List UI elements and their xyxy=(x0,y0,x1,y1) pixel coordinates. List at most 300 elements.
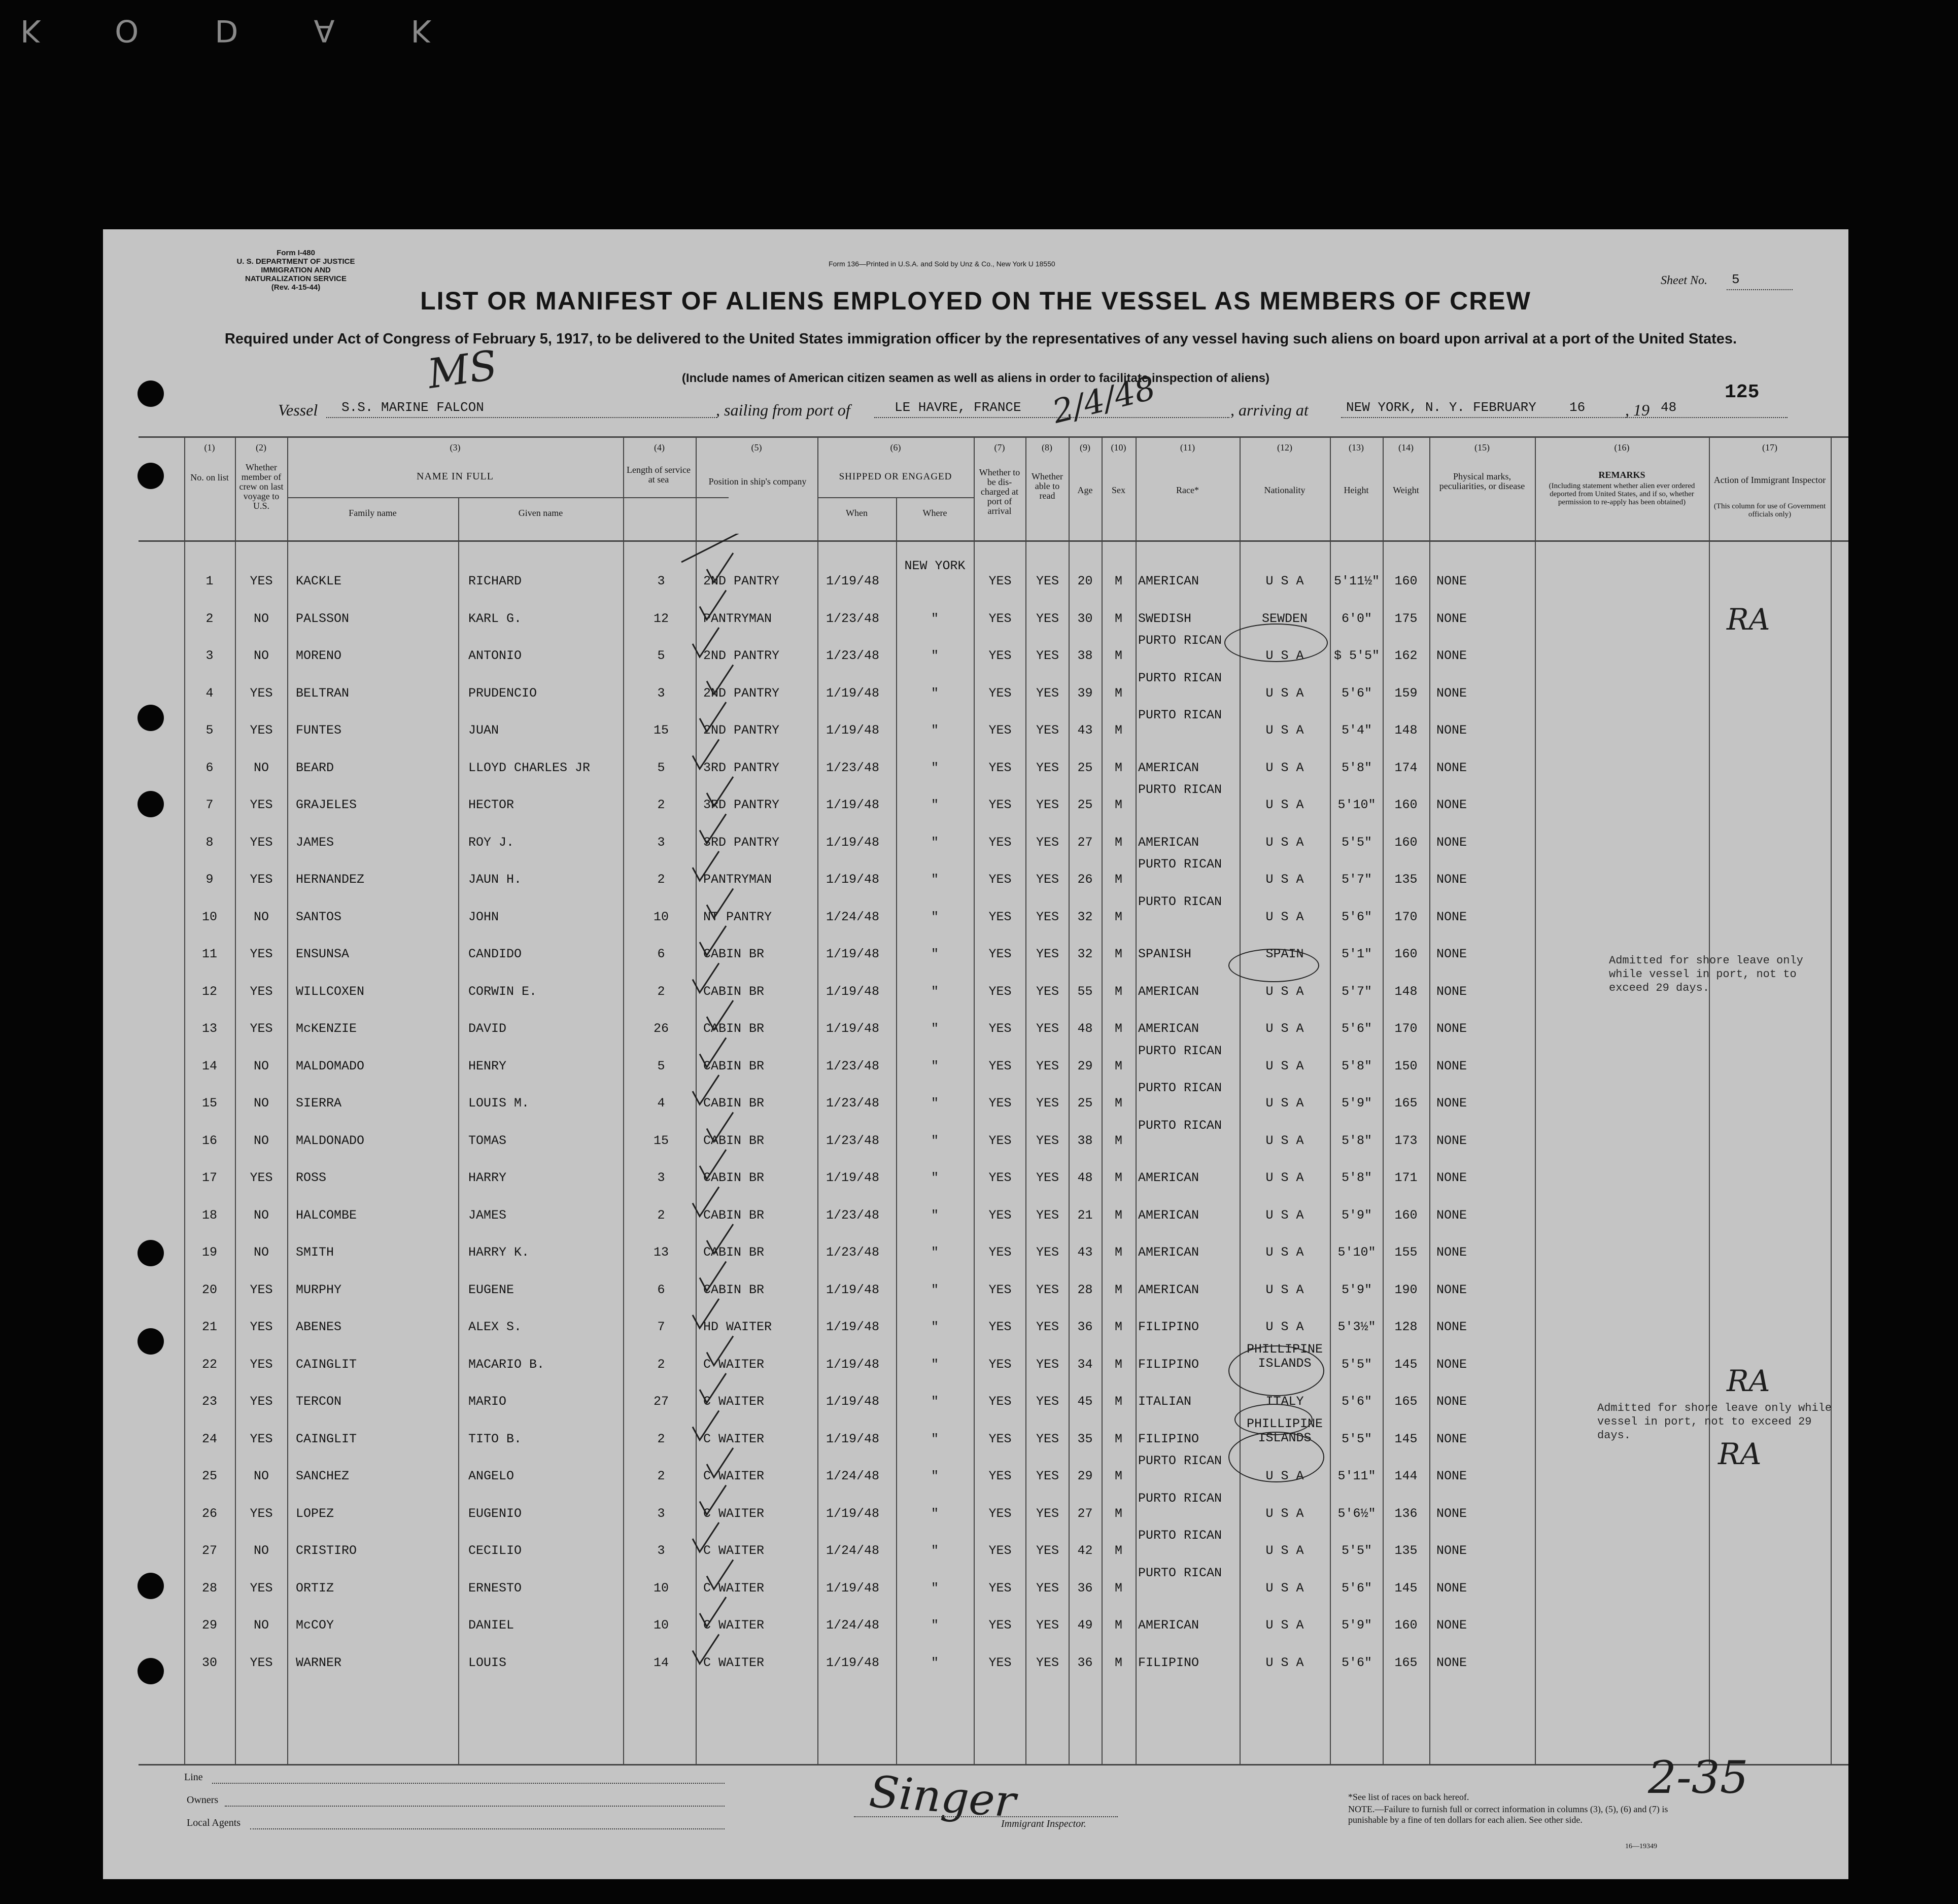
cell-read: YES xyxy=(1036,1506,1059,1521)
cell-member: YES xyxy=(250,872,273,887)
header-height: Height xyxy=(1344,485,1369,495)
cell-position: HD WAITER xyxy=(703,1320,772,1334)
cell-family: PALSSON xyxy=(296,611,350,626)
cell-position: C WAITER xyxy=(703,1357,765,1372)
cell-service: 5 xyxy=(657,648,665,663)
cell-where: " xyxy=(931,1394,939,1409)
cell-read: YES xyxy=(1036,1170,1059,1185)
cell-when: 1/23/48 xyxy=(826,1096,880,1111)
cell-no: 9 xyxy=(205,872,214,887)
cell-family: MALDOMADO xyxy=(296,1058,365,1074)
cell-physical: NONE xyxy=(1436,1021,1467,1036)
cell-when: 1/23/48 xyxy=(826,760,880,775)
vessel-line-rule xyxy=(326,417,717,418)
cell-weight: 165 xyxy=(1394,1655,1418,1670)
check-mark xyxy=(707,1336,733,1366)
cell-height: 5'5" xyxy=(1341,1431,1372,1446)
footer-agents-label: Local Agents xyxy=(187,1817,241,1828)
cell-physical: NONE xyxy=(1436,723,1467,738)
cell-height: 5'8" xyxy=(1341,1133,1372,1148)
cell-weight: 160 xyxy=(1394,798,1418,812)
cell-where: NEW YORK xyxy=(904,559,966,573)
cell-age: 25 xyxy=(1077,1096,1093,1111)
cell-family: ENSUNSA xyxy=(296,947,350,961)
cell-where: " xyxy=(931,1431,939,1446)
footer-line-label: Line xyxy=(184,1772,203,1783)
cell-physical: NONE xyxy=(1436,611,1467,626)
check-mark xyxy=(693,851,719,881)
cell-weight: 165 xyxy=(1394,1394,1418,1409)
check-mark xyxy=(693,740,719,769)
cell-member: NO xyxy=(253,1133,269,1148)
cell-no: 11 xyxy=(201,947,217,961)
cell-age: 36 xyxy=(1077,1320,1093,1334)
col-number: (1) xyxy=(204,442,215,453)
cell-height: 5'3½" xyxy=(1337,1320,1376,1334)
cell-age: 29 xyxy=(1077,1469,1093,1483)
cell-discharged: YES xyxy=(988,1506,1012,1521)
cell-nationality: U S A xyxy=(1265,909,1304,924)
cell-physical: NONE xyxy=(1436,1394,1467,1409)
cell-height: 5'5" xyxy=(1341,1357,1372,1372)
cell-weight: 173 xyxy=(1394,1133,1418,1148)
cell-physical: NONE xyxy=(1436,1506,1467,1521)
cell-when: 1/24/48 xyxy=(826,1618,880,1633)
cell-service: 2 xyxy=(657,1357,665,1372)
cell-given: ANGELO xyxy=(468,1469,514,1483)
col-number: (14) xyxy=(1398,442,1414,453)
cell-weight: 162 xyxy=(1394,648,1418,663)
col-number: (10) xyxy=(1111,442,1126,453)
cell-position: 2ND PANTRY xyxy=(703,648,780,663)
table-top-rule xyxy=(139,436,1848,438)
cell-weight: 190 xyxy=(1394,1282,1418,1297)
cell-read: YES xyxy=(1036,872,1059,887)
footer-rule xyxy=(250,1828,725,1829)
cell-no: 30 xyxy=(201,1655,217,1670)
cell-discharged: YES xyxy=(988,1543,1012,1558)
cell-when: 1/19/48 xyxy=(826,723,880,738)
cell-race: PURTO RICAN xyxy=(1138,1528,1222,1543)
cell-position: CABIN BR xyxy=(703,1021,765,1036)
cell-discharged: YES xyxy=(988,1021,1012,1036)
cell-sex: M xyxy=(1114,1394,1122,1409)
cell-weight: 160 xyxy=(1394,574,1418,588)
cell-position: CABIN BR xyxy=(703,1207,765,1223)
cell-height: 5'6" xyxy=(1341,685,1372,701)
cell-race: AMERICAN xyxy=(1138,1207,1199,1223)
cell-height: 5'4" xyxy=(1341,723,1372,738)
cell-family: BEARD xyxy=(296,760,334,775)
cell-sex: M xyxy=(1114,1580,1122,1596)
manifest-sheet xyxy=(103,229,1848,1879)
cell-read: YES xyxy=(1036,574,1059,588)
cell-sex: M xyxy=(1114,648,1122,663)
cell-when: 1/19/48 xyxy=(826,1170,880,1185)
col-number: (8) xyxy=(1042,442,1052,453)
check-mark xyxy=(700,702,726,732)
cell-given: ROY J. xyxy=(468,835,514,850)
cell-family: SANCHEZ xyxy=(296,1469,350,1483)
cell-age: 35 xyxy=(1077,1431,1093,1446)
cell-discharged: YES xyxy=(988,798,1012,812)
cell-height: 5'6" xyxy=(1341,1655,1372,1670)
cell-position: PANTRYMAN xyxy=(703,872,772,887)
cell-member: YES xyxy=(250,1282,273,1297)
header-family: Family name xyxy=(349,508,397,518)
cell-sex: M xyxy=(1114,1543,1122,1558)
cell-member: YES xyxy=(250,1580,273,1596)
cell-age: 36 xyxy=(1077,1655,1093,1670)
cell-where: " xyxy=(931,723,939,738)
cell-sex: M xyxy=(1114,1245,1122,1260)
cell-age: 42 xyxy=(1077,1543,1093,1558)
cell-where: " xyxy=(931,1320,939,1334)
cell-discharged: YES xyxy=(988,574,1012,588)
cell-age: 49 xyxy=(1077,1618,1093,1633)
cell-position: C WAITER xyxy=(703,1431,765,1446)
cell-given: JAUN H. xyxy=(468,872,522,887)
cell-age: 25 xyxy=(1077,760,1093,775)
cell-nationality: U S A xyxy=(1265,723,1304,738)
cell-position: CABIN BR xyxy=(703,1170,765,1185)
inspector-signature: Singer xyxy=(867,1767,1018,1827)
check-mark xyxy=(700,1262,726,1291)
header-action-sub: (This column for use of Government officials only) xyxy=(1713,502,1826,518)
cell-no: 7 xyxy=(205,798,214,812)
cell-position: PANTRYMAN xyxy=(703,611,772,626)
cell-physical: NONE xyxy=(1436,1655,1467,1670)
col-divider xyxy=(458,497,459,1765)
cell-sex: M xyxy=(1114,611,1122,626)
cell-member: NO xyxy=(253,1618,269,1633)
ink-circle xyxy=(1234,1404,1313,1435)
cell-read: YES xyxy=(1036,760,1059,775)
cell-weight: 160 xyxy=(1394,947,1418,961)
header-weight: Weight xyxy=(1393,485,1419,495)
check-mark xyxy=(707,1224,733,1254)
cell-height: 5'6" xyxy=(1341,909,1372,924)
vessel-label: Vessel xyxy=(278,401,318,419)
arriving-port: NEW YORK, N. Y. xyxy=(1346,400,1465,415)
cell-service: 15 xyxy=(653,723,669,738)
cell-sex: M xyxy=(1114,1431,1122,1446)
cell-race: FILIPINO xyxy=(1138,1655,1199,1670)
cell-no: 23 xyxy=(201,1394,217,1409)
cell-given: TITO B. xyxy=(468,1431,522,1446)
cell-discharged: YES xyxy=(988,1170,1012,1185)
cell-nationality: U S A xyxy=(1265,1469,1304,1483)
header-remarks: REMARKS xyxy=(1598,470,1645,480)
cell-when: 1/19/48 xyxy=(826,872,880,887)
cell-service: 10 xyxy=(653,1580,669,1596)
header-nationality: Nationality xyxy=(1264,485,1306,495)
cell-service: 27 xyxy=(653,1394,669,1409)
cell-position: 3RD PANTRY xyxy=(703,760,780,775)
cell-race: SWEDISH xyxy=(1138,611,1192,626)
cell-nationality: SPAIN xyxy=(1265,947,1304,961)
header-given: Given name xyxy=(518,508,563,518)
check-mark xyxy=(693,1075,719,1104)
cell-where: " xyxy=(931,1096,939,1111)
cell-where: " xyxy=(931,1170,939,1185)
cell-discharged: YES xyxy=(988,947,1012,961)
cell-discharged: YES xyxy=(988,1282,1012,1297)
cell-where: " xyxy=(931,947,939,961)
table-bottom-rule xyxy=(139,1764,1848,1765)
cell-given: JAMES xyxy=(468,1207,507,1223)
cell-race: AMERICAN xyxy=(1138,984,1199,999)
cell-given: HECTOR xyxy=(468,798,514,812)
cell-age: 55 xyxy=(1077,984,1093,999)
cell-no: 28 xyxy=(201,1580,217,1596)
remark-shore-leave: Admitted for shore leave only while vessel in port, not to exceed 29 days. xyxy=(1597,1402,1832,1442)
cell-height: 5'9" xyxy=(1341,1282,1372,1297)
cell-service: 2 xyxy=(657,872,665,887)
cell-sex: M xyxy=(1114,835,1122,850)
cell-where: " xyxy=(931,760,939,775)
cell-race: PURTO RICAN xyxy=(1138,1491,1222,1506)
cell-discharged: YES xyxy=(988,984,1012,999)
cell-given: CECILIO xyxy=(468,1543,522,1558)
check-mark xyxy=(707,1113,733,1142)
cell-no: 5 xyxy=(205,723,214,738)
cell-discharged: YES xyxy=(988,1655,1012,1670)
cell-given: HENRY xyxy=(468,1058,507,1074)
cell-nationality: U S A xyxy=(1265,1655,1304,1670)
include-note: (Include names of American citizen seamen as well as aliens in order to facilitate inspection of aliens) xyxy=(681,371,1270,385)
form-info xyxy=(230,249,362,292)
cell-age: 28 xyxy=(1077,1282,1093,1297)
cell-physical: NONE xyxy=(1436,1207,1467,1223)
cell-nationality: U S A xyxy=(1265,685,1304,701)
handwritten-initials: MS xyxy=(425,341,500,398)
cell-family: GRAJELES xyxy=(296,798,357,812)
cell-discharged: YES xyxy=(988,1618,1012,1633)
cell-member: NO xyxy=(253,1096,269,1111)
header-length: Length of service at sea xyxy=(627,465,691,484)
cell-given: CANDIDO xyxy=(468,947,522,961)
cell-weight: 135 xyxy=(1394,1543,1418,1558)
col-divider xyxy=(1136,436,1137,1765)
cell-service: 6 xyxy=(657,947,665,961)
cell-height: 5'9" xyxy=(1341,1618,1372,1633)
cell-where: " xyxy=(931,909,939,924)
cell-when: 1/19/48 xyxy=(826,1506,880,1521)
cell-race: PURTO RICAN xyxy=(1138,670,1222,685)
cell-service: 14 xyxy=(653,1655,669,1670)
cell-physical: NONE xyxy=(1436,947,1467,961)
cell-where: " xyxy=(931,1133,939,1148)
cell-race: AMERICAN xyxy=(1138,1282,1199,1297)
cell-family: SIERRA xyxy=(296,1096,342,1111)
cell-when: 1/19/48 xyxy=(826,1394,880,1409)
cell-physical: NONE xyxy=(1436,798,1467,812)
check-mark xyxy=(693,1411,719,1440)
cell-nationality: U S A xyxy=(1265,1245,1304,1260)
cell-where: " xyxy=(931,872,939,887)
cell-physical: NONE xyxy=(1436,1170,1467,1185)
cell-read: YES xyxy=(1036,685,1059,701)
cell-given: JUAN xyxy=(468,723,499,738)
cell-read: YES xyxy=(1036,1618,1059,1633)
cell-sex: M xyxy=(1114,1469,1122,1483)
cell-race: SPANISH xyxy=(1138,947,1192,961)
cell-sex: M xyxy=(1114,1320,1122,1334)
cell-member: YES xyxy=(250,1394,273,1409)
cell-no: 27 xyxy=(201,1543,217,1558)
cell-discharged: YES xyxy=(988,835,1012,850)
cell-nationality: U S A xyxy=(1265,872,1304,887)
cell-weight: 136 xyxy=(1394,1506,1418,1521)
check-mark xyxy=(693,1522,719,1552)
cell-read: YES xyxy=(1036,947,1059,961)
header-shipped: SHIPPED OR ENGAGED xyxy=(839,471,952,482)
cell-sex: M xyxy=(1114,1506,1122,1521)
col-divider xyxy=(817,436,818,1765)
punch-hole xyxy=(138,705,164,731)
cell-position: 2ND PANTRY xyxy=(703,723,780,738)
cell-height: $ 5'5" xyxy=(1333,648,1380,663)
cell-read: YES xyxy=(1036,1133,1059,1148)
cell-where: " xyxy=(931,984,939,999)
cell-when: 1/24/48 xyxy=(826,909,880,924)
cell-sex: M xyxy=(1114,947,1122,961)
form-code: 16—19349 xyxy=(1625,1843,1657,1850)
printer-line: Form 136—Printed in U.S.A. and Sold by Unz & Co., New York U 18550 xyxy=(829,260,1055,268)
cell-member: NO xyxy=(253,1469,269,1483)
cell-family: BELTRAN xyxy=(296,685,350,701)
cell-read: YES xyxy=(1036,1394,1059,1409)
cell-height: 5'6" xyxy=(1341,1580,1372,1596)
cell-family: ABENES xyxy=(296,1320,342,1334)
cell-when: 1/19/48 xyxy=(826,798,880,812)
dept-line: U. S. DEPARTMENT OF JUSTICE xyxy=(236,257,355,266)
cell-height: 5'10" xyxy=(1337,1245,1376,1260)
inspector-initials: RA xyxy=(1727,1364,1770,1398)
cell-position: CABIN BR xyxy=(703,947,765,961)
cell-family: SMITH xyxy=(296,1245,334,1260)
col-number: (17) xyxy=(1762,442,1777,453)
cell-sex: M xyxy=(1114,685,1122,701)
cell-weight: 174 xyxy=(1394,760,1418,775)
cell-no: 8 xyxy=(205,835,214,850)
cell-family: McKENZIE xyxy=(296,1021,357,1036)
check-mark xyxy=(707,1448,733,1477)
cell-service: 2 xyxy=(657,1469,665,1483)
form-rev: (Rev. 4-15-44) xyxy=(271,283,321,292)
cell-age: 43 xyxy=(1077,1245,1093,1260)
cell-nationality: U S A xyxy=(1265,1133,1304,1148)
cell-physical: NONE xyxy=(1436,574,1467,588)
cell-member: NO xyxy=(253,760,269,775)
cell-race: FILIPINO xyxy=(1138,1320,1199,1334)
cell-family: MALDONADO xyxy=(296,1133,365,1148)
check-mark xyxy=(693,1635,719,1664)
cell-height: 5'9" xyxy=(1341,1096,1372,1111)
cell-no: 12 xyxy=(201,984,217,999)
header-bottom-rule xyxy=(139,540,1848,542)
cell-weight: 165 xyxy=(1394,1096,1418,1111)
cell-service: 2 xyxy=(657,984,665,999)
cell-family: TERCON xyxy=(296,1394,342,1409)
cell-no: 3 xyxy=(205,648,214,663)
fine-note: NOTE.—Failure to furnish full or correct information in columns (3), (5), (6) and (7) is punishable by a fine of ten dollars for each alien. See other side. xyxy=(1348,1804,1668,1825)
cell-family: SANTOS xyxy=(296,909,342,924)
cell-read: YES xyxy=(1036,909,1059,924)
cell-age: 29 xyxy=(1077,1058,1093,1074)
punch-hole xyxy=(138,1240,164,1266)
cell-given: LOUIS xyxy=(468,1655,507,1670)
cell-weight: 160 xyxy=(1394,1618,1418,1633)
cell-given: HARRY xyxy=(468,1170,507,1185)
cell-position: 3RD PANTRY xyxy=(703,798,780,812)
page-title: LIST OR MANIFEST OF ALIENS EMPLOYED ON THE VESSEL AS MEMBERS OF CREW xyxy=(420,287,1531,315)
cell-family: MORENO xyxy=(296,648,342,663)
cell-discharged: YES xyxy=(988,1469,1012,1483)
ink-circle xyxy=(1224,624,1328,662)
col-number: (4) xyxy=(654,442,665,453)
check-mark xyxy=(700,814,726,844)
cell-discharged: YES xyxy=(988,1580,1012,1596)
cell-height: 6'0" xyxy=(1341,611,1372,626)
shipped-subrule xyxy=(817,497,974,498)
cell-race: PURTO RICAN xyxy=(1138,1565,1222,1580)
cell-sex: M xyxy=(1114,798,1122,812)
cell-family: MURPHY xyxy=(296,1282,342,1297)
cell-race: AMERICAN xyxy=(1138,1245,1199,1260)
cell-race: PURTO RICAN xyxy=(1138,857,1222,872)
sailing-port: LE HAVRE, FRANCE xyxy=(895,400,1021,415)
check-mark xyxy=(700,1485,726,1515)
cell-height: 5'8" xyxy=(1341,1170,1372,1185)
cell-nationality: U S A xyxy=(1265,835,1304,850)
cell-position: C WAITER xyxy=(703,1394,765,1409)
cell-given: JOHN xyxy=(468,909,499,924)
cell-member: NO xyxy=(253,1543,269,1558)
header-remarks-sub: (Including statement whether alien ever ordered deported from United States, and if so, whether permission to re-apply has been obtained) xyxy=(1549,482,1695,506)
cell-nationality: ITALY xyxy=(1265,1394,1304,1409)
cell-service: 3 xyxy=(657,685,665,701)
footer-owners-label: Owners xyxy=(187,1794,219,1806)
cell-race: AMERICAN xyxy=(1138,1170,1199,1185)
cell-age: 20 xyxy=(1077,574,1093,588)
cell-read: YES xyxy=(1036,1320,1059,1334)
cell-nationality: U S A xyxy=(1265,1543,1304,1558)
col-number: (11) xyxy=(1180,442,1195,453)
cell-nationality: U S A xyxy=(1265,1170,1304,1185)
cell-where: " xyxy=(931,835,939,850)
cell-physical: NONE xyxy=(1436,1133,1467,1148)
cell-age: 48 xyxy=(1077,1170,1093,1185)
ink-circle xyxy=(1228,1432,1324,1482)
check-mark xyxy=(693,963,719,993)
cell-member: YES xyxy=(250,574,273,588)
col-divider xyxy=(1429,436,1430,1765)
cell-no: 14 xyxy=(201,1058,217,1074)
cell-height: 5'7" xyxy=(1341,872,1372,887)
cell-weight: 171 xyxy=(1394,1170,1418,1185)
cell-when: 1/23/48 xyxy=(826,1245,880,1260)
check-mark xyxy=(693,1299,719,1328)
cell-height: 5'5" xyxy=(1341,835,1372,850)
cell-age: 26 xyxy=(1077,872,1093,887)
cell-race: PURTO RICAN xyxy=(1138,1043,1222,1058)
cell-no: 16 xyxy=(201,1133,217,1148)
cell-where: " xyxy=(931,798,939,812)
cell-read: YES xyxy=(1036,1655,1059,1670)
check-marks xyxy=(610,534,793,1761)
